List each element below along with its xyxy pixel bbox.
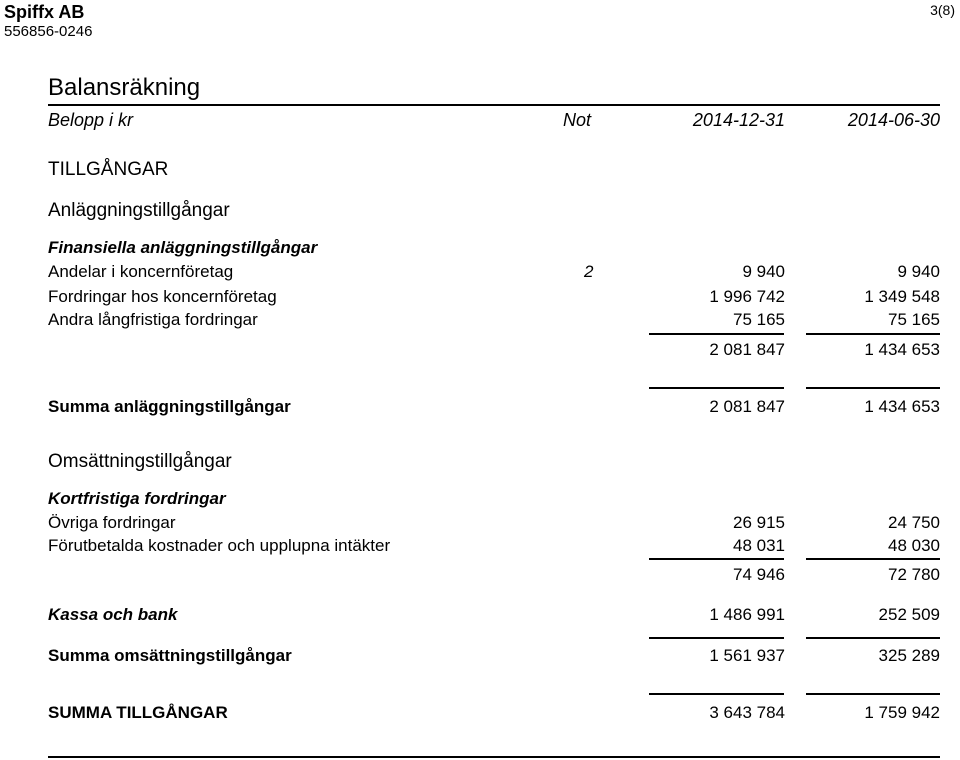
grand-total-rule: [806, 693, 940, 695]
total-rule: [806, 387, 940, 389]
subtotal-rule: [649, 333, 784, 335]
subtotal-receivables-period1: 74 946: [733, 565, 785, 584]
row-note: 2: [584, 262, 594, 281]
row-value-period2: 1 349 548: [864, 287, 940, 306]
total-fixed-period2: 1 434 653: [864, 397, 940, 416]
column-header-label: Belopp i kr: [48, 110, 134, 130]
row-value-period1: 9 940: [742, 262, 785, 281]
title-underline: [48, 104, 940, 106]
column-header-note: Not: [563, 110, 592, 130]
bottom-rule: [48, 756, 940, 758]
row-value-period2: 9 940: [897, 262, 940, 281]
subtotal-rule: [806, 333, 940, 335]
total-assets-period2: 1 759 942: [864, 703, 940, 722]
company-name: Spiffx AB: [4, 2, 85, 22]
total-rule: [649, 387, 784, 389]
total-fixed-label: Summa anläggningstillgångar: [48, 397, 291, 416]
subtotal-rule: [649, 558, 784, 560]
row-value-period2: 48 030: [888, 536, 940, 555]
section-current-assets: Omsättningstillgångar: [48, 451, 232, 472]
subtotal-period2: 1 434 653: [864, 340, 940, 359]
row-label: Förutbetalda kostnader och upplupna intäkter: [48, 536, 391, 555]
cash-period2: 252 509: [878, 605, 940, 624]
row-value-period2: 24 750: [888, 513, 940, 532]
row-value-period1: 48 031: [733, 536, 785, 555]
page-title: Balansräkning: [48, 74, 201, 101]
total-current-label: Summa omsättningstillgångar: [48, 646, 292, 665]
row-value-period1: 1 996 742: [709, 287, 785, 306]
column-header-period2: 2014-06-30: [847, 110, 940, 130]
section-fixed-assets: Anläggningstillgångar: [48, 200, 230, 221]
total-assets-label: SUMMA TILLGÅNGAR: [48, 703, 228, 722]
section-financial-fixed: Finansiella anläggningstillgångar: [48, 238, 318, 257]
row-value-period1: 75 165: [733, 310, 785, 329]
total-rule: [649, 637, 784, 639]
grand-total-rule: [649, 693, 784, 695]
section-assets: TILLGÅNGAR: [48, 159, 169, 180]
total-fixed-period1: 2 081 847: [709, 397, 785, 416]
total-current-period1: 1 561 937: [709, 646, 785, 665]
row-value-period1: 26 915: [733, 513, 785, 532]
subtotal-receivables-period2: 72 780: [888, 565, 940, 584]
total-rule: [806, 637, 940, 639]
row-label: Övriga fordringar: [48, 513, 176, 532]
subtotal-period1: 2 081 847: [709, 340, 785, 359]
cash-period1: 1 486 991: [709, 605, 785, 624]
org-number: 556856-0246: [4, 23, 93, 40]
row-label: Fordringar hos koncernföretag: [48, 287, 277, 306]
total-current-period2: 325 289: [878, 646, 940, 665]
cash-label: Kassa och bank: [48, 605, 178, 624]
total-assets-period1: 3 643 784: [709, 703, 785, 722]
section-short-receivables: Kortfristiga fordringar: [48, 489, 226, 508]
page-number: 3(8): [930, 2, 955, 18]
row-label: Andelar i koncernföretag: [48, 262, 234, 281]
row-value-period2: 75 165: [888, 310, 940, 329]
row-label: Andra långfristiga fordringar: [48, 310, 258, 329]
subtotal-rule: [806, 558, 940, 560]
column-header-period1: 2014-12-31: [692, 110, 785, 130]
